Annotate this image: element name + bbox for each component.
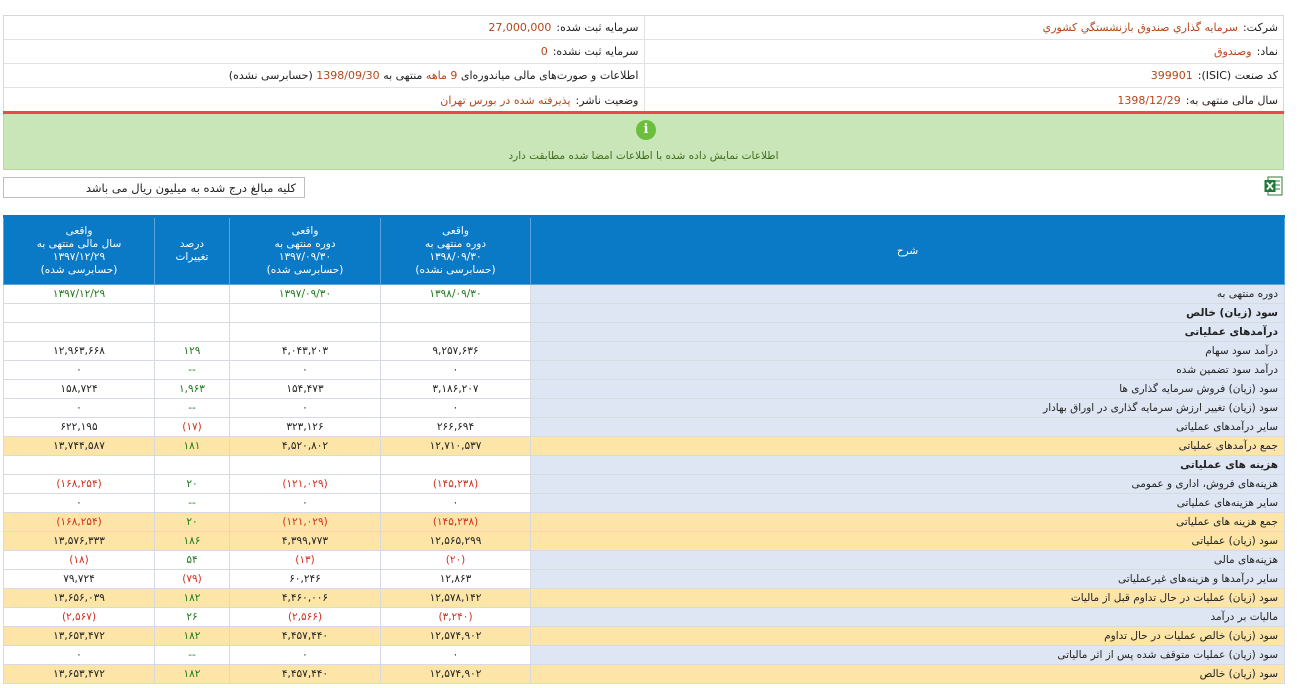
row-description: جمع درآمدهای عملیاتی — [531, 437, 1285, 456]
table-row — [4, 608, 1285, 627]
isic-cell — [644, 64, 1284, 87]
row-description: سود (زیان) عملیات متوقف شده پس از اثر مالیاتی — [531, 646, 1285, 665]
cell-c3: (۱۲۱,۰۲۹) — [230, 513, 381, 532]
row-description: هزینه‌های مالی — [531, 551, 1285, 570]
cell-c3: ۰ — [230, 399, 381, 418]
report-mid: منتهی به — [383, 69, 423, 82]
cell-c1: ۶۲۲,۱۹۵ — [4, 418, 155, 437]
cell-c4: ۱۲,۵۶۵,۲۹۹ — [381, 532, 531, 551]
cell-c2: -- — [155, 361, 230, 380]
cell-c4 — [381, 304, 531, 323]
cell-c4: (۳,۲۴۰) — [381, 608, 531, 627]
row-description: مالیات بر درآمد — [531, 608, 1285, 627]
capital-value: 27,000,000 — [488, 21, 552, 34]
row-description: سایر هزینه‌های عملیاتی — [531, 494, 1285, 513]
row-description: هزینه‌های فروش، اداری و عمومی — [531, 475, 1285, 494]
row-description: سود (زیان) خالص — [531, 304, 1285, 323]
fiscal-cell — [644, 88, 1284, 112]
header-line: (حسابرسی شده) — [266, 264, 344, 276]
cell-c4: ۰ — [381, 399, 531, 418]
header-line: ۱۳۹۷/۱۲/۲۹ — [52, 251, 106, 263]
header-change-percent — [155, 217, 230, 285]
cell-c2: ۲۰ — [155, 513, 230, 532]
cell-c4: (۱۴۵,۲۳۸) — [381, 475, 531, 494]
table-row — [4, 494, 1285, 513]
header-line: ۱۳۹۷/۰۹/۳۰ — [278, 251, 332, 263]
cell-c4: ۲۶۶,۶۹۴ — [381, 418, 531, 437]
cell-c2: ۱۲۹ — [155, 342, 230, 361]
row-description: سود (زیان) خالص — [531, 665, 1285, 684]
info-row-company — [4, 16, 1283, 40]
capital-label: سرمایه ثبت شده: — [556, 21, 639, 34]
status-label: وضعیت ناشر: — [575, 93, 639, 107]
verification-notice — [3, 114, 1284, 170]
row-description: سایر درآمدها و هزینه‌های غیرعملیاتی — [531, 570, 1285, 589]
company-label: شرکت: — [1242, 21, 1278, 34]
isic-value: 399901 — [1150, 69, 1193, 82]
verification-notice-text: اطلاعات نمایش داده شده با اطلاعات امضا شده مطابقت دارد — [508, 150, 779, 162]
report-period: 9 ماهه — [425, 69, 458, 82]
cell-c4: ۹,۲۵۷,۶۳۶ — [381, 342, 531, 361]
cell-c1: ۱۳,۶۵۶,۰۳۹ — [4, 589, 155, 608]
fiscal-value: 1398/12/29 — [1117, 93, 1181, 107]
row-description: هزینه های عملیاتی — [531, 456, 1285, 475]
header-line: واقعی — [291, 225, 319, 237]
cell-c2: ۱۸۶ — [155, 532, 230, 551]
header-period-1398 — [381, 217, 531, 285]
excel-export-icon[interactable] — [1264, 176, 1283, 196]
cell-c1: ۰ — [4, 494, 155, 513]
table-body — [4, 285, 1285, 684]
cell-c1: ۱۳,۵۷۶,۳۳۳ — [4, 532, 155, 551]
table-row — [4, 437, 1285, 456]
table-row — [4, 456, 1285, 475]
row-description: سود (زیان) عملیاتی — [531, 532, 1285, 551]
row-description: سود (زیان) تغییر ارزش سرمایه گذاری در اوراق بهادار — [531, 399, 1285, 418]
cell-c3: ۴,۵۲۰,۸۰۲ — [230, 437, 381, 456]
cell-c3: ۴,۰۴۳,۲۰۳ — [230, 342, 381, 361]
symbol-label: نماد: — [1256, 45, 1278, 58]
cell-c4 — [381, 456, 531, 475]
cell-c1: ۱۳,۶۵۳,۴۷۲ — [4, 627, 155, 646]
table-row — [4, 532, 1285, 551]
status-value: پذیرفته شده در بورس تهران — [440, 93, 571, 107]
cell-c4: ۱۲,۵۷۴,۹۰۲ — [381, 665, 531, 684]
cell-c2 — [155, 323, 230, 342]
row-description: سود (زیان) عملیات در حال تداوم قبل از مالیات — [531, 589, 1285, 608]
header-line: (حسابرسی شده) — [40, 264, 118, 276]
header-period-1397 — [230, 217, 381, 285]
cell-c3: ۶۰,۲۴۶ — [230, 570, 381, 589]
info-icon: i — [636, 120, 656, 140]
cell-c2 — [155, 304, 230, 323]
cell-c2: (۱۷) — [155, 418, 230, 437]
cell-c3: ۳۲۳,۱۲۶ — [230, 418, 381, 437]
cell-c2: ۱۸۱ — [155, 437, 230, 456]
header-line: ۱۳۹۸/۰۹/۳۰ — [429, 251, 482, 263]
row-description: سایر درآمدهای عملیاتی — [531, 418, 1285, 437]
cell-c1 — [4, 304, 155, 323]
financial-statement-table — [3, 215, 1285, 684]
cell-c4: ۱۲,۷۱۰,۵۳۷ — [381, 437, 531, 456]
table-row — [4, 342, 1285, 361]
cell-c1: ۰ — [4, 399, 155, 418]
cell-c1: ۱۳,۷۴۴,۵۸۷ — [4, 437, 155, 456]
unregistered-capital-cell — [4, 40, 644, 63]
info-row-isic — [4, 64, 1283, 88]
cell-c3 — [230, 323, 381, 342]
table-row — [4, 551, 1285, 570]
units-note-text: کلیه مبالغ درج شده به میلیون ریال می باشد — [85, 180, 296, 195]
table-row — [4, 285, 1285, 304]
cell-c4 — [381, 323, 531, 342]
cell-c4: ۱۲,۵۷۴,۹۰۲ — [381, 627, 531, 646]
cell-c3: ۴,۴۵۷,۴۴۰ — [230, 627, 381, 646]
header-line: دوره منتهی به — [424, 238, 487, 250]
company-info-panel — [3, 15, 1284, 113]
cell-c1: (۲,۵۶۷) — [4, 608, 155, 627]
table-row — [4, 646, 1285, 665]
cell-c3: ۱۳۹۷/۰۹/۳۰ — [230, 285, 381, 304]
status-cell — [4, 88, 644, 112]
cell-c3 — [230, 304, 381, 323]
cell-c2: -- — [155, 646, 230, 665]
cell-c4: (۲۰) — [381, 551, 531, 570]
cell-c1 — [4, 456, 155, 475]
table-row — [4, 627, 1285, 646]
header-line: واقعی — [65, 225, 93, 237]
table-header-row — [4, 217, 1285, 285]
cell-c1: ۷۹,۷۲۴ — [4, 570, 155, 589]
cell-c4: (۱۴۵,۲۳۸) — [381, 513, 531, 532]
cell-c4: ۱۲,۸۶۳ — [381, 570, 531, 589]
cell-c3: ۴,۴۶۰,۰۰۶ — [230, 589, 381, 608]
cell-c2: -- — [155, 399, 230, 418]
table-row — [4, 399, 1285, 418]
info-row-symbol — [4, 40, 1283, 64]
cell-c3 — [230, 456, 381, 475]
table-row — [4, 513, 1285, 532]
cell-c3: ۴,۴۵۷,۴۴۰ — [230, 665, 381, 684]
table-row — [4, 475, 1285, 494]
symbol-link[interactable]: وصندوق — [1214, 45, 1252, 58]
cell-c4: ۳,۱۸۶,۲۰۷ — [381, 380, 531, 399]
table-row — [4, 304, 1285, 323]
header-line: واقعی — [442, 225, 469, 237]
cell-c2: ۱۸۲ — [155, 665, 230, 684]
table-row — [4, 570, 1285, 589]
header-line: تغییرات — [175, 251, 209, 263]
table-row — [4, 380, 1285, 399]
cell-c2 — [155, 456, 230, 475]
info-row-fiscal — [4, 88, 1283, 112]
row-description: سود (زیان) خالص عملیات در حال تداوم — [531, 627, 1285, 646]
cell-c2 — [155, 285, 230, 304]
cell-c1: (۱۸) — [4, 551, 155, 570]
header-line: دوره منتهی به — [274, 238, 336, 250]
cell-c2: -- — [155, 494, 230, 513]
cell-c1: (۱۶۸,۲۵۴) — [4, 475, 155, 494]
unregistered-capital-value: 0 — [540, 45, 548, 58]
cell-c3: (۱۳) — [230, 551, 381, 570]
cell-c3: ۰ — [230, 494, 381, 513]
symbol-cell — [644, 40, 1284, 63]
cell-c3: ۰ — [230, 361, 381, 380]
units-note — [3, 177, 305, 198]
cell-c4: ۰ — [381, 494, 531, 513]
row-description: سود (زیان) فروش سرمایه گذاری ها — [531, 380, 1285, 399]
cell-c2: ۲۶ — [155, 608, 230, 627]
report-date: 1398/09/30 — [316, 69, 380, 82]
cell-c4: ۱۲,۵۷۸,۱۴۲ — [381, 589, 531, 608]
header-line: سال مالی منتهی به — [36, 238, 122, 250]
cell-c2: (۷۹) — [155, 570, 230, 589]
cell-c4: ۰ — [381, 361, 531, 380]
fiscal-label: سال مالی منتهی به: — [1185, 93, 1278, 107]
cell-c1: ۱۲,۹۶۳,۶۶۸ — [4, 342, 155, 361]
table-row — [4, 418, 1285, 437]
header-line: درصد — [179, 238, 205, 250]
cell-c2: ۲۰ — [155, 475, 230, 494]
header-line: (حسابرسی نشده) — [415, 264, 496, 276]
row-description: درآمدهای عملیاتی — [531, 323, 1285, 342]
company-cell — [644, 16, 1284, 39]
report-audit-status: (حسابرسی نشده) — [228, 69, 313, 82]
company-name-link[interactable]: سرمايه گذاري صندوق بازنشستگي كشوري — [1042, 21, 1238, 34]
capital-cell — [4, 16, 644, 39]
isic-label: کد صنعت (ISIC): — [1197, 69, 1278, 82]
table-row — [4, 589, 1285, 608]
cell-c1: (۱۶۸,۲۵۴) — [4, 513, 155, 532]
cell-c2: ۱,۹۶۳ — [155, 380, 230, 399]
cell-c4: ۰ — [381, 646, 531, 665]
cell-c4: ۱۳۹۸/۰۹/۳۰ — [381, 285, 531, 304]
cell-c1 — [4, 323, 155, 342]
cell-c2: ۱۸۲ — [155, 627, 230, 646]
cell-c3: ۰ — [230, 646, 381, 665]
cell-c1: ۱۵۸,۷۲۴ — [4, 380, 155, 399]
row-description: درآمد سود سهام — [531, 342, 1285, 361]
cell-c3: ۴,۳۹۹,۷۷۳ — [230, 532, 381, 551]
table-row — [4, 361, 1285, 380]
cell-c1: ۰ — [4, 361, 155, 380]
row-description: درآمد سود تضمین شده — [531, 361, 1285, 380]
cell-c3: ۱۵۴,۴۷۳ — [230, 380, 381, 399]
row-description: جمع هزینه های عملیاتی — [531, 513, 1285, 532]
cell-c1: ۰ — [4, 646, 155, 665]
cell-c1: ۱۳۹۷/۱۲/۲۹ — [4, 285, 155, 304]
table-row — [4, 665, 1285, 684]
cell-c1: ۱۳,۶۵۳,۴۷۲ — [4, 665, 155, 684]
row-description: دوره منتهی به — [531, 285, 1285, 304]
header-fiscal-year-1397 — [4, 217, 155, 285]
cell-c2: ۱۸۲ — [155, 589, 230, 608]
cell-c2: ۵۴ — [155, 551, 230, 570]
report-prefix: اطلاعات و صورت‌های مالی میاندوره‌ای — [460, 69, 639, 82]
cell-c3: (۱۲۱,۰۲۹) — [230, 475, 381, 494]
header-description: شرح — [531, 217, 1285, 285]
cell-c3: (۲,۵۶۶) — [230, 608, 381, 627]
table-row — [4, 323, 1285, 342]
unregistered-capital-label: سرمایه ثبت نشده: — [552, 45, 639, 58]
report-title-cell — [4, 64, 644, 87]
